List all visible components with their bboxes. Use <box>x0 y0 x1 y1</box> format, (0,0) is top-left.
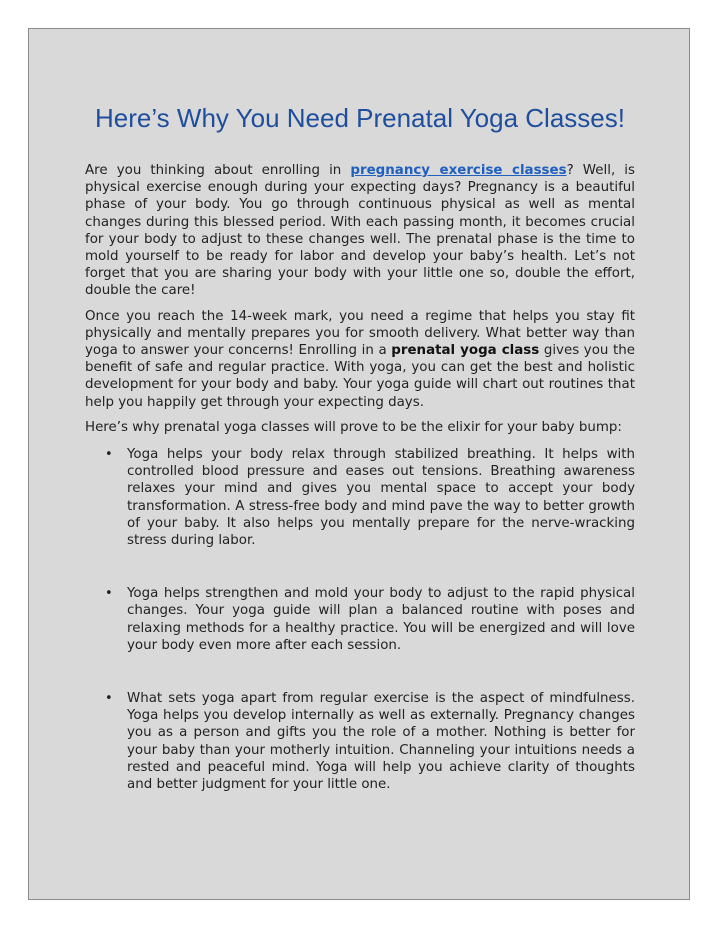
reasons-list <box>85 446 635 793</box>
page-title: Here’s Why You Need Prenatal Yoga Classes! <box>95 103 625 133</box>
paragraph-reasons-intro: Here’s why prenatal yoga classes will prove to be the elixir for your baby bump: <box>85 419 622 435</box>
list-item <box>85 690 635 793</box>
paragraph-regime <box>85 308 635 411</box>
paragraph-intro-after: ? Well, is physical exercise enough during your expecting days? Pregnancy is a beautiful phase of your body. You go through continuous physical as well as mental changes during this blessed period. With each passing month, it becomes crucial for your body to adjust to these changes well. The prenatal phase is the time to mold yourself to be ready for labor and develop your baby’s health. Let’s not forget that you are sharing your body with your little one so, double the effort, double the care! <box>85 163 636 299</box>
prenatal-yoga-class-bold: prenatal yoga class <box>391 343 540 359</box>
list-item <box>85 585 635 654</box>
list-item <box>85 446 635 549</box>
document-page <box>28 28 690 900</box>
bullet-icon: • <box>105 691 113 707</box>
bullet-icon: • <box>105 586 113 602</box>
paragraph-intro-before: Are you thinking about enrolling in <box>85 163 351 178</box>
pregnancy-exercise-classes-link[interactable]: pregnancy exercise classes <box>350 163 567 178</box>
list-item-text: Yoga helps strengthen and mold your body to adjust to the rapid physical changes. Your yoga guide will plan a balanced routine with poses and relaxing methods for a healthy practice. You will be energized and will love your body even more after each session. <box>127 586 635 653</box>
article-body <box>85 162 635 829</box>
paragraph-intro <box>85 162 635 300</box>
paragraph-regime-after: gives you the benefit of safe and regular practice. With yoga, you can get the best and holistic development for your body and baby. Your yoga guide will chart out routines that help you happily get through your expecting days. <box>85 343 635 410</box>
bullet-icon: • <box>105 447 113 463</box>
list-item-text: What sets yoga apart from regular exercise is the aspect of mindfulness. Yoga helps you develop internally as well as externally. Pregnancy changes you as a person and gifts you the role of a mother. Nothing is better for your baby than your motherly intuition. Channeling your intuitions needs a rested and peaceful mind. Yoga will help you achieve clarity of thoughts and better judgment for your little one. <box>127 691 635 793</box>
paragraph-regime-before: Once you reach the 14-week mark, you need a regime that helps you stay fit physically and mentally prepares you for smooth delivery. What better way than yoga to answer your concerns! Enrolling in a <box>85 308 635 359</box>
list-item-text: Yoga helps your body relax through stabilized breathing. It helps with controlled blood pressure and eases out tensions. Breathing awareness relaxes your mind and gives you mental space to accept your body transformation. A stress-free body and mind pave the way to better growth of your baby. It also helps you mentally prepare for the nerve-wracking stress during labor. <box>127 447 635 549</box>
